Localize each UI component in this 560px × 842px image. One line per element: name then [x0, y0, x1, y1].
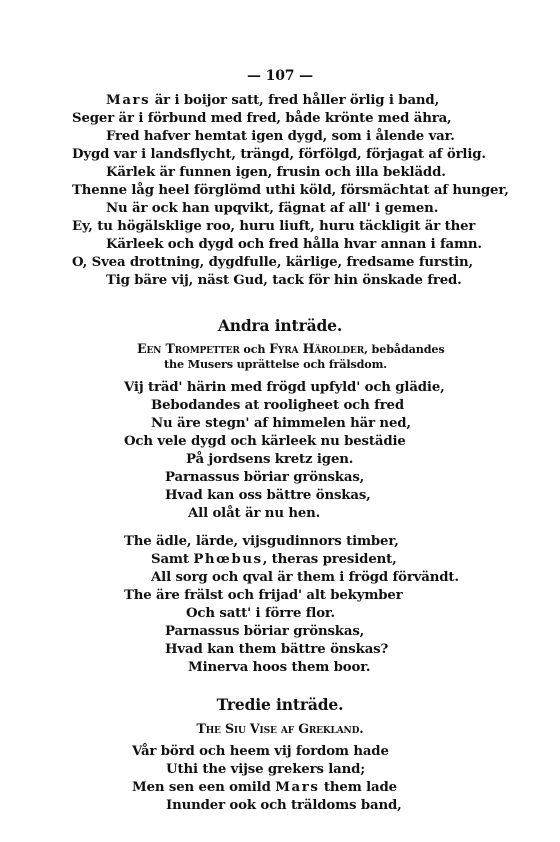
verse-line: Thenne låg heel förglömd uthi köld, försmächtat af hunger, — [72, 183, 509, 198]
verse-line: All olåt är nu hen. — [188, 506, 321, 521]
verse-line: Minerva hoos them boor. — [188, 660, 371, 675]
page-number: — 107 — — [247, 68, 313, 84]
verse-line: På jordsens kretz igen. — [186, 452, 354, 467]
verse-line: Men sen een omild Mars them lade — [132, 780, 397, 795]
verse-line: Och satt' i förre flor. — [186, 606, 336, 621]
verse-line: Parnassus böriar grönskas, — [165, 624, 365, 639]
verse-line: Fred hafver hemtat igen dygd, som i ålende var. — [106, 129, 455, 144]
verse-line: Vij träd' härin med frögd upfyld' och glädie, — [124, 380, 445, 395]
verse-line: Mars är i boijor satt, fred håller örlig i band, — [106, 93, 440, 108]
verse-line: Kärlek är funnen igen, frusin och illa beklädd. — [106, 165, 446, 180]
verse-line: Hvad kan them bättre önskas? — [165, 642, 389, 657]
verse-line: O, Svea drottning, dygdfulle, kärlige, fredsame furstin, — [72, 255, 473, 270]
verse-line: All sorg och qval är them i frögd förvändt. — [151, 570, 459, 585]
verse-line: Hvad kan oss bättre önskas, — [165, 488, 371, 503]
stage-direction: The Siu Vise af Grekland. — [196, 721, 364, 736]
verse-line: Samt Phœbus, theras president, — [151, 552, 397, 567]
verse-line: Seger är i förbund med fred, både krönte med ähra, — [72, 111, 452, 126]
section-heading-tredie: Tredie inträde. — [216, 695, 344, 714]
verse-line: Dygd var i landsflycht, trängd, förfölgd, förjagat af örlig. — [72, 147, 486, 162]
verse-line: Inunder ook och träldoms band, — [166, 798, 402, 813]
verse-line: Och vele dygd och kärleek nu bestädie — [124, 434, 406, 449]
verse-line: Bebodandes at rooligheet och fred — [151, 398, 405, 413]
verse-line: Uthi the vijse grekers land; — [166, 762, 366, 777]
verse-line: The ädle, lärde, vijsgudinnors timber, — [124, 534, 399, 549]
section-heading-andra: Andra inträde. — [217, 316, 343, 335]
verse-line: Kärleek och dygd och fred hålla hvar annan i famn. — [106, 237, 482, 252]
verse-line: Nu är ock han upqvikt, fägnat af all' i gemen. — [106, 201, 439, 216]
verse-line: Ey, tu högälsklige roo, huru liuft, huru täckligit är ther — [72, 219, 476, 234]
verse-line: Nu äre stegn' af himmelen här ned, — [151, 416, 411, 431]
verse-line: Vår börd och heem vij fordom hade — [132, 744, 389, 759]
verse-line: Tig bäre vij, näst Gud, tack för hin önskade fred. — [106, 273, 462, 288]
stage-direction: Een Trompetter och Fyra Härolder, bebådandes — [137, 341, 445, 356]
stage-direction-cont: the Musers uprättelse och frälsdom. — [164, 357, 388, 371]
verse-line: Parnassus böriar grönskas, — [165, 470, 365, 485]
verse-line: The äre frälst och frijad' alt bekymber — [124, 588, 403, 603]
